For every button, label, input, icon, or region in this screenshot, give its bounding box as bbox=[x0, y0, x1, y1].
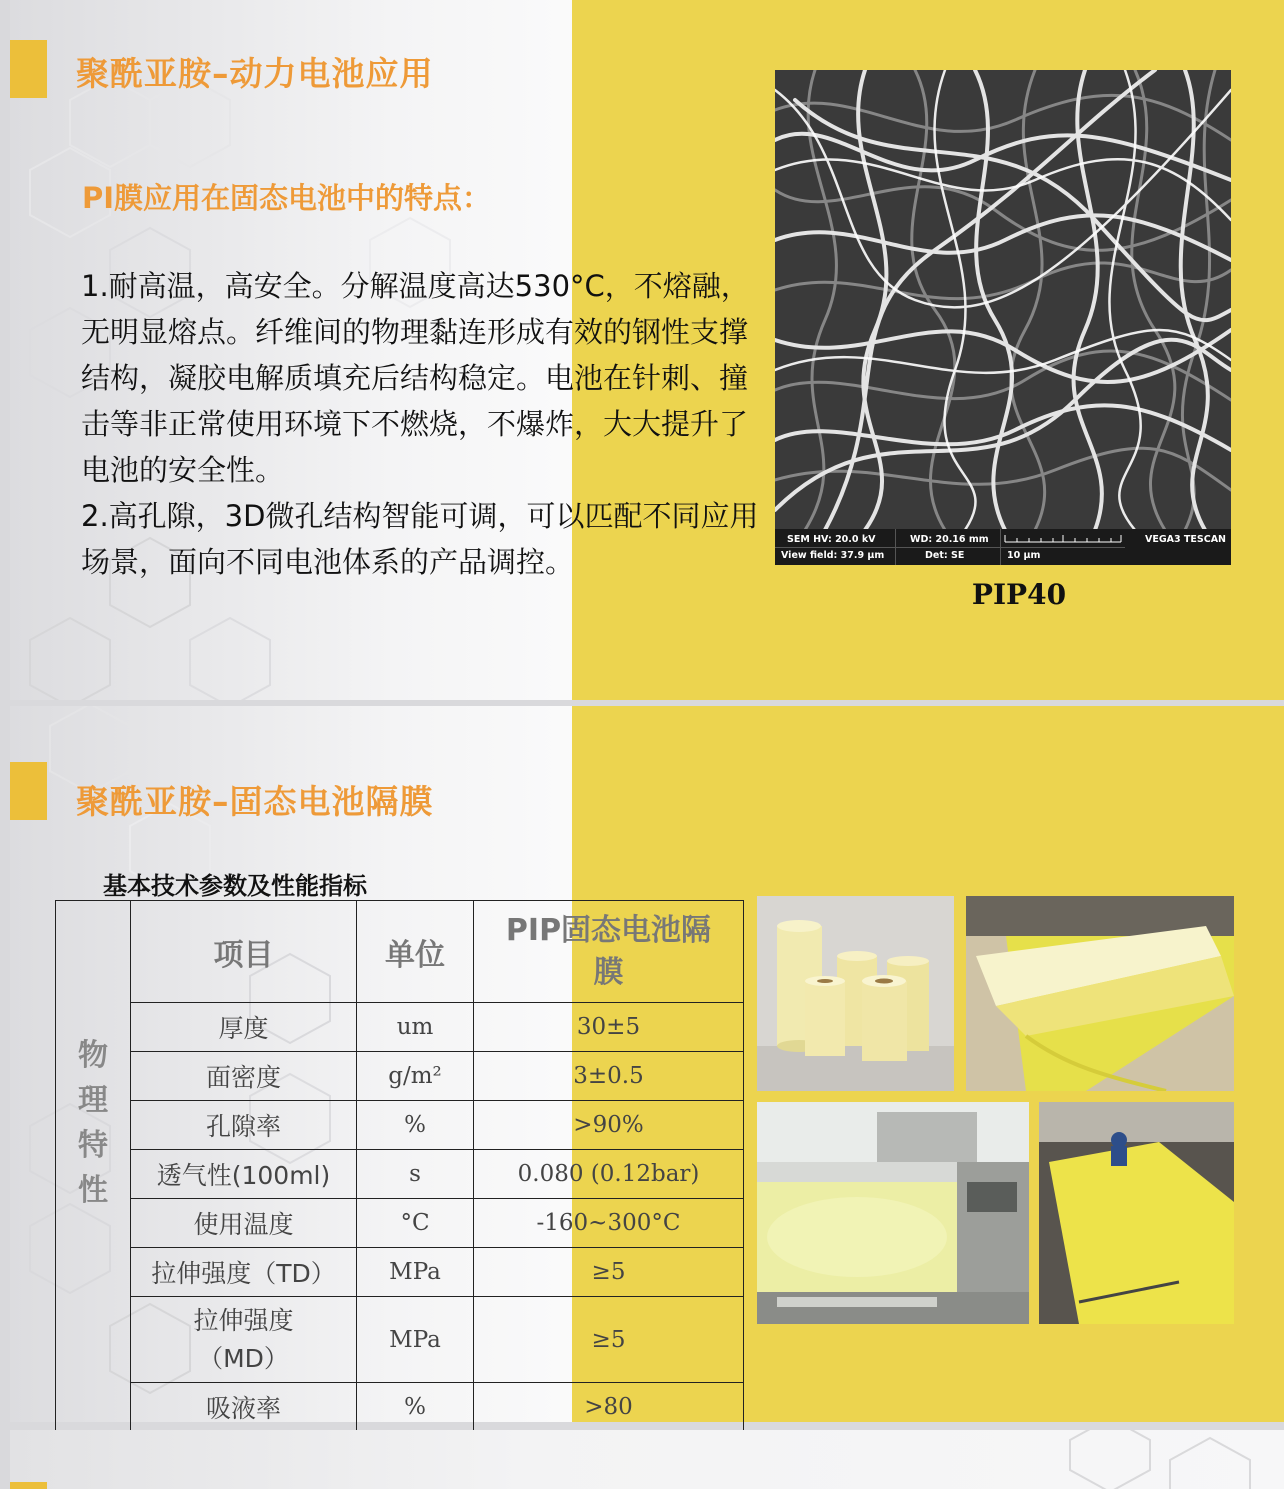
row-value: 0.080 (0.12bar) bbox=[474, 1150, 744, 1199]
fiber-network-image bbox=[775, 70, 1231, 530]
row-value: 3±0.5 bbox=[474, 1052, 744, 1101]
spec-table bbox=[55, 900, 744, 1432]
sem-view-field: View field: 37.9 μm bbox=[781, 550, 885, 561]
photo-film-coating-line bbox=[1039, 1102, 1234, 1324]
slide-power-battery bbox=[10, 0, 1284, 700]
hexagon-pattern bbox=[10, 1430, 1284, 1489]
row-value: -160~300°C bbox=[474, 1199, 744, 1248]
header-item: 项目 bbox=[131, 901, 357, 1003]
photo-separator-rolls bbox=[757, 896, 954, 1091]
header-unit: 单位 bbox=[357, 901, 474, 1003]
row-unit: s bbox=[357, 1150, 474, 1199]
row-unit: % bbox=[357, 1383, 474, 1432]
row-unit: °C bbox=[357, 1199, 474, 1248]
photo-production-machine bbox=[757, 1102, 1029, 1324]
row-item: 厚度 bbox=[131, 1003, 357, 1052]
row-item: 使用温度 bbox=[131, 1199, 357, 1248]
sem-scale-ruler bbox=[1003, 532, 1123, 546]
row-item: 面密度 bbox=[131, 1052, 357, 1101]
sem-hv: SEM HV: 20.0 kV bbox=[787, 534, 876, 545]
row-item: 拉伸强度（TD） bbox=[131, 1248, 357, 1297]
sem-scale-text: 10 μm bbox=[1007, 550, 1041, 561]
sem-caption: PIP40 bbox=[971, 578, 1067, 611]
photo-separator-film-roll bbox=[966, 896, 1234, 1091]
header-value: PIP固态电池隔膜 bbox=[474, 901, 744, 1003]
table-caption: 基本技术参数及性能指标 bbox=[103, 872, 367, 900]
row-item: 透气性(100ml) bbox=[131, 1150, 357, 1199]
title-bar-accent bbox=[10, 1482, 47, 1489]
sem-info-bar bbox=[775, 529, 1231, 565]
slide-title: 聚酰亚胺–动力电池应用 bbox=[76, 54, 434, 93]
row-unit: MPa bbox=[357, 1297, 474, 1383]
row-unit: um bbox=[357, 1003, 474, 1052]
feature-description bbox=[81, 263, 761, 585]
sem-micrograph bbox=[775, 70, 1231, 565]
slide-next-partial bbox=[10, 1430, 1284, 1489]
row-value: 30±5 bbox=[474, 1003, 744, 1052]
row-value: >80 bbox=[474, 1383, 744, 1432]
slide-title: 聚酰亚胺–固态电池隔膜 bbox=[76, 782, 434, 821]
row-value: ≥5 bbox=[474, 1248, 744, 1297]
row-value: ≥5 bbox=[474, 1297, 744, 1383]
feature-paragraph-1: 1.耐高温，高安全。分解温度高达530°C，不熔融，无明显熔点。纤维间的物理黏连形成有效的钢性支撑结构，凝胶电解质填充后结构稳定。电池在针刺、撞击等非正常使用环境下不燃烧，不爆炸，大大提升了电池的安全性。 bbox=[81, 269, 750, 487]
sem-detector: Det: SE bbox=[925, 550, 965, 561]
row-unit: MPa bbox=[357, 1248, 474, 1297]
row-item: 吸液率 bbox=[131, 1383, 357, 1432]
category-header-cell bbox=[56, 901, 131, 1003]
slide-subtitle: PI膜应用在固态电池中的特点： bbox=[82, 181, 492, 215]
feature-paragraph-2: 2.高孔隙，3D微孔结构智能可调，可以匹配不同应用场景，面向不同电池体系的产品调控。 bbox=[81, 499, 759, 579]
category-cell bbox=[56, 1003, 131, 1432]
row-value: >90% bbox=[474, 1101, 744, 1150]
row-unit: % bbox=[357, 1101, 474, 1150]
sem-wd: WD: 20.16 mm bbox=[910, 534, 989, 545]
row-unit: g/m² bbox=[357, 1052, 474, 1101]
category-label: 物理特性 bbox=[78, 1037, 108, 1208]
row-item: 拉伸强度（MD） bbox=[131, 1297, 357, 1383]
title-bar-accent bbox=[10, 762, 47, 820]
title-bar-accent bbox=[10, 40, 47, 98]
row-item: 孔隙率 bbox=[131, 1101, 357, 1150]
sem-brand: VEGA3 TESCAN bbox=[1145, 534, 1226, 545]
